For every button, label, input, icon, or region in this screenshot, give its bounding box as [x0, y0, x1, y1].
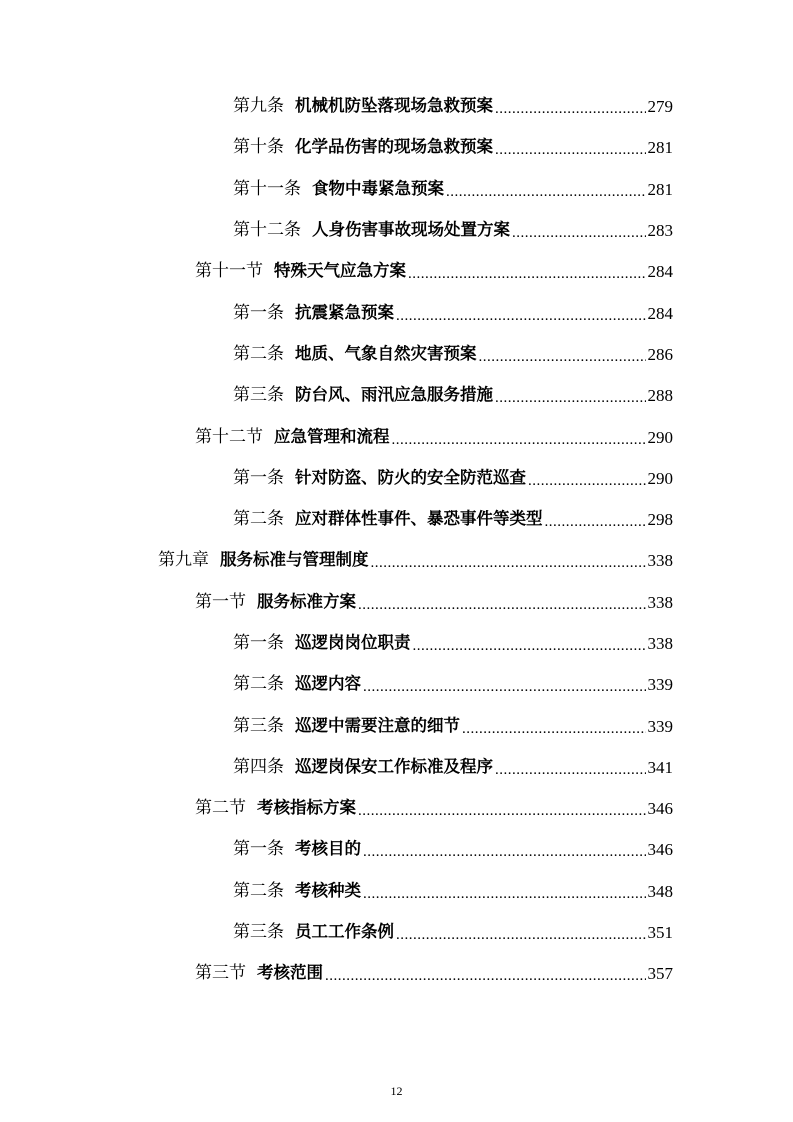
- toc-entry-label: [233, 880, 361, 901]
- dot-leader: [408, 267, 646, 282]
- toc-entry-page: 357: [647, 964, 673, 984]
- toc-entry-label: [233, 222, 510, 239]
- dot-leader: [446, 185, 646, 200]
- toc-entry-title: 机械机防坠落现场急救预案: [295, 96, 493, 116]
- toc-entry[interactable]: [0, 829, 793, 870]
- dot-leader: [396, 309, 646, 324]
- dot-leader: [363, 887, 646, 902]
- dot-leader: [358, 804, 646, 819]
- toc-entry-title: 员工工作条例: [295, 922, 394, 942]
- toc-entry[interactable]: [0, 86, 793, 127]
- page-number: 12: [390, 1084, 403, 1098]
- toc-entry-label: [233, 387, 493, 404]
- toc-entry-number: 第二条: [233, 343, 284, 364]
- toc-entry-label: [233, 178, 444, 199]
- dot-leader: [512, 226, 646, 241]
- dot-leader: [479, 350, 646, 365]
- toc-entry[interactable]: [0, 210, 793, 251]
- toc-entry[interactable]: [0, 788, 793, 829]
- toc-entry[interactable]: [0, 912, 793, 953]
- toc-entry-page: 348: [647, 881, 673, 901]
- toc-entry-page: 338: [647, 592, 673, 612]
- toc-entry-label: [233, 98, 493, 115]
- toc-entry-label: [233, 924, 394, 941]
- dot-leader: [363, 845, 646, 860]
- dot-leader: [325, 969, 646, 984]
- dot-leader: [371, 556, 646, 571]
- toc-entry[interactable]: [0, 127, 793, 168]
- toc-entry-number: 第三节: [195, 963, 246, 984]
- toc-entry-page: 284: [647, 303, 673, 323]
- toc-entry-title: 服务标准方案: [257, 591, 356, 611]
- toc-entry[interactable]: [0, 458, 793, 499]
- dot-leader: [495, 391, 646, 406]
- toc-entry-number: 第四条: [233, 756, 284, 777]
- toc-entry[interactable]: [0, 169, 793, 210]
- toc-entry-label: [195, 591, 356, 612]
- toc-entry-page: 290: [647, 468, 673, 488]
- dot-leader: [528, 474, 646, 489]
- table-of-contents: [0, 86, 793, 995]
- toc-entry-number: 第三条: [233, 385, 284, 406]
- dot-leader: [392, 433, 646, 448]
- toc-entry-title: 巡逻内容: [295, 674, 361, 694]
- toc-entry-title: 抗震紧急预案: [295, 302, 394, 322]
- toc-entry[interactable]: [0, 664, 793, 705]
- dot-leader: [495, 763, 646, 778]
- toc-entry-number: 第一条: [233, 633, 284, 653]
- toc-entry-title: 考核种类: [295, 880, 361, 900]
- toc-entry[interactable]: [0, 499, 793, 540]
- toc-entry-number: 第十一条: [233, 178, 301, 199]
- toc-entry-number: 第三条: [233, 922, 284, 943]
- toc-entry-page: 338: [647, 634, 673, 653]
- toc-entry-number: 第一条: [233, 302, 284, 323]
- toc-entry-label: [233, 511, 543, 528]
- toc-entry-label: [233, 635, 411, 652]
- toc-entry-page: 346: [647, 799, 673, 819]
- toc-entry-number: 第二节: [195, 798, 246, 819]
- toc-entry[interactable]: [0, 871, 793, 912]
- toc-entry-page: 298: [647, 510, 673, 530]
- toc-entry-title: 巡逻中需要注意的细节: [295, 715, 460, 735]
- toc-entry[interactable]: [0, 416, 793, 457]
- toc-entry-page: 281: [647, 179, 673, 199]
- toc-entry-label: [233, 756, 493, 777]
- toc-entry-number: 第二条: [233, 880, 284, 901]
- toc-entry-label: [233, 467, 526, 488]
- toc-entry-label: [233, 343, 477, 364]
- toc-entry-page: 339: [647, 675, 673, 695]
- toc-entry[interactable]: [0, 251, 793, 292]
- toc-entry-title: 服务标准与管理制度: [220, 550, 369, 570]
- toc-entry[interactable]: [0, 292, 793, 333]
- toc-entry-number: 第九条: [233, 96, 284, 117]
- toc-entry-page: 351: [647, 923, 673, 943]
- toc-entry-page: 283: [647, 221, 673, 241]
- toc-entry-number: 第三条: [233, 715, 284, 736]
- toc-entry-label: [195, 965, 323, 982]
- dot-leader: [358, 598, 646, 613]
- toc-entry-number: 第十二条: [233, 220, 301, 241]
- dot-leader: [495, 143, 646, 158]
- toc-entry[interactable]: [0, 334, 793, 375]
- dot-leader: [396, 928, 646, 943]
- toc-entry-label: [233, 841, 361, 858]
- toc-entry-page: 284: [647, 262, 673, 282]
- toc-entry-page: 346: [647, 840, 673, 860]
- toc-entry-title: 考核目的: [295, 839, 361, 859]
- toc-entry-title: 防台风、雨汛应急服务措施: [295, 385, 493, 405]
- toc-entry-title: 应急管理和流程: [274, 426, 390, 446]
- toc-entry-label: [195, 263, 406, 280]
- toc-entry-number: 第一条: [233, 839, 284, 860]
- toc-entry-number: 第九章: [158, 550, 209, 571]
- toc-entry-title: 针对防盗、防火的安全防范巡查: [295, 467, 526, 487]
- toc-entry[interactable]: [0, 747, 793, 788]
- toc-entry[interactable]: [0, 705, 793, 746]
- toc-entry-number: 第十二节: [195, 426, 263, 447]
- toc-entry[interactable]: [0, 375, 793, 416]
- toc-entry[interactable]: [0, 953, 793, 994]
- dot-leader: [413, 639, 646, 654]
- toc-entry-title: 人身伤害事故现场处置方案: [312, 220, 510, 240]
- toc-entry-page: 290: [647, 427, 673, 447]
- toc-entry-number: 第二条: [233, 509, 284, 530]
- toc-entry-number: 第一条: [233, 467, 284, 488]
- toc-entry[interactable]: [0, 623, 793, 664]
- toc-entry-title: 应对群体性事件、暴恐事件等类型: [295, 509, 543, 529]
- dot-leader: [545, 515, 646, 530]
- toc-entry-title: 食物中毒紧急预案: [312, 178, 444, 198]
- toc-entry-title: 考核范围: [257, 963, 323, 983]
- toc-entry-title: 考核指标方案: [257, 798, 356, 818]
- toc-entry-page: 341: [647, 757, 673, 777]
- toc-entry-label: [233, 676, 361, 693]
- toc-entry-label: [233, 302, 394, 323]
- toc-entry-number: 第二条: [233, 674, 284, 695]
- toc-entry-number: 第十条: [233, 137, 284, 158]
- toc-entry-label: [233, 715, 460, 736]
- toc-entry-page: 339: [647, 716, 673, 736]
- toc-entry-page: 288: [647, 386, 673, 406]
- dot-leader: [462, 722, 646, 737]
- toc-entry-label: [195, 800, 356, 817]
- toc-entry-page: 279: [647, 97, 673, 117]
- toc-entry-page: 286: [647, 344, 673, 364]
- toc-entry-title: 化学品伤害的现场急救预案: [295, 137, 493, 157]
- toc-entry-label: [195, 426, 390, 447]
- toc-entry-number: 第一节: [195, 591, 246, 612]
- dot-leader: [363, 680, 646, 695]
- toc-entry-title: 地质、气象自然灾害预案: [295, 343, 477, 363]
- toc-entry-number: 第十一节: [195, 261, 263, 282]
- toc-entry-page: 281: [647, 138, 673, 158]
- toc-entry-title: 特殊天气应急方案: [274, 261, 406, 281]
- toc-entry-label: [233, 139, 493, 156]
- toc-entry-title: 巡逻岗岗位职责: [295, 633, 411, 652]
- dot-leader: [495, 102, 646, 117]
- toc-entry[interactable]: [0, 540, 793, 581]
- toc-entry[interactable]: [0, 582, 793, 623]
- toc-entry-page: 338: [647, 551, 673, 571]
- toc-entry-title: 巡逻岗保安工作标准及程序: [295, 756, 493, 776]
- toc-entry-label: [158, 552, 369, 569]
